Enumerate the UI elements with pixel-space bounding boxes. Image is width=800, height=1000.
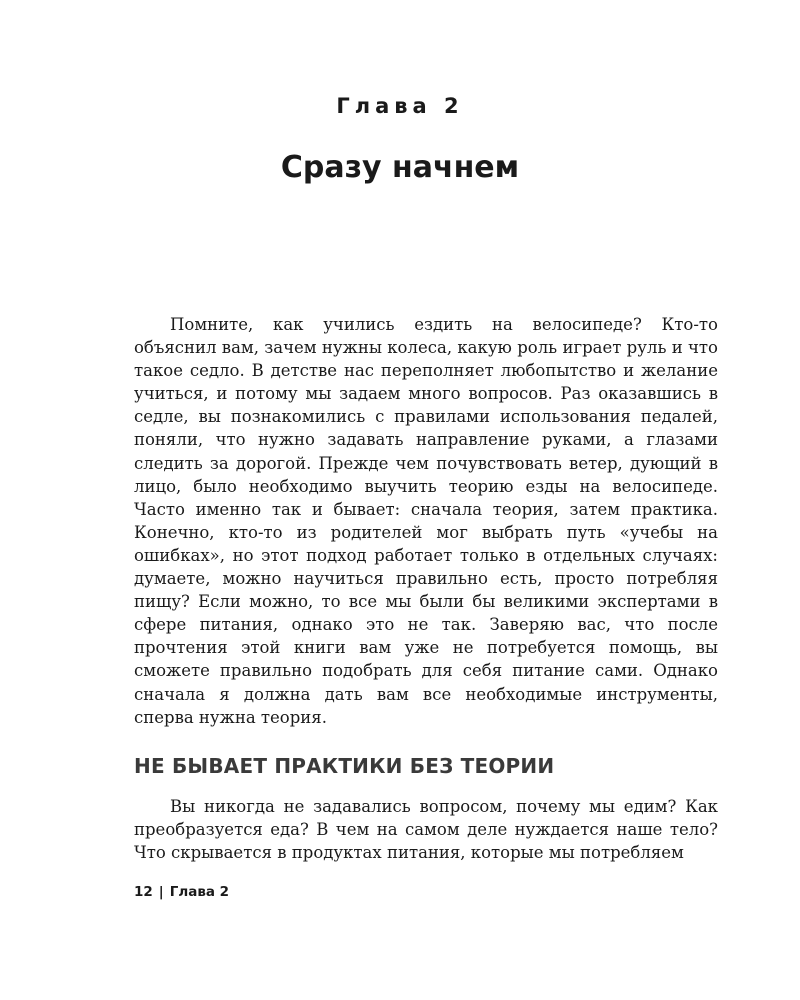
chapter-title: Сразу начнем	[280, 150, 520, 185]
running-head: Глава 2	[169, 884, 230, 900]
section-text-block	[134, 795, 718, 864]
chapter-label: Глава 2	[336, 94, 464, 118]
page-footer	[134, 884, 229, 900]
paragraph: Помните, как учились ездить на велосипеде? Кто-то объяснил вам, зачем нужны колеса, какую роль играет руль и что такое седло. В детстве нас переполняет любопытство и желание учиться, и потому мы задаем много вопросов. Раз оказавшись в седле, вы познакомились с правилами использования педалей, поняли, что нужно задавать направление руками, а глазами следить за дорогой. Прежде чем почувствовать ветер, дующий в лицо, было необходимо выучить теорию езды на велосипеде. Часто именно так и бывает: сначала теория, затем практика. Конечно, кто-то из родителей мог выбрать путь «учебы на ошибках», но этот подход работает только в отдельных случаях: думаете, можно научиться правильно есть, просто потребляя пищу? Если можно, то все мы были бы великими экспертами в сфере питания, однако это не так. Заверяю вас, что после прочтения этой книги вам уже не потребуется помощь, вы сможете правильно подобрать для себя питание сами. Однако сначала я должна дать вам все необходимые инструменты, сперва нужна теория.	[134, 315, 718, 727]
section-heading: НЕ БЫВАЕТ ПРАКТИКИ БЕЗ ТЕОРИИ	[134, 754, 555, 778]
body-text-block	[134, 313, 718, 729]
footer-separator: |	[158, 884, 164, 900]
page-number: 12	[134, 884, 153, 900]
paragraph: Вы никогда не задавались вопросом, почему мы едим? Как преобразуется еда? В чем на самом деле нуждается наше тело? Что скрывается в продуктах питания, которые мы потребляем	[134, 797, 718, 863]
